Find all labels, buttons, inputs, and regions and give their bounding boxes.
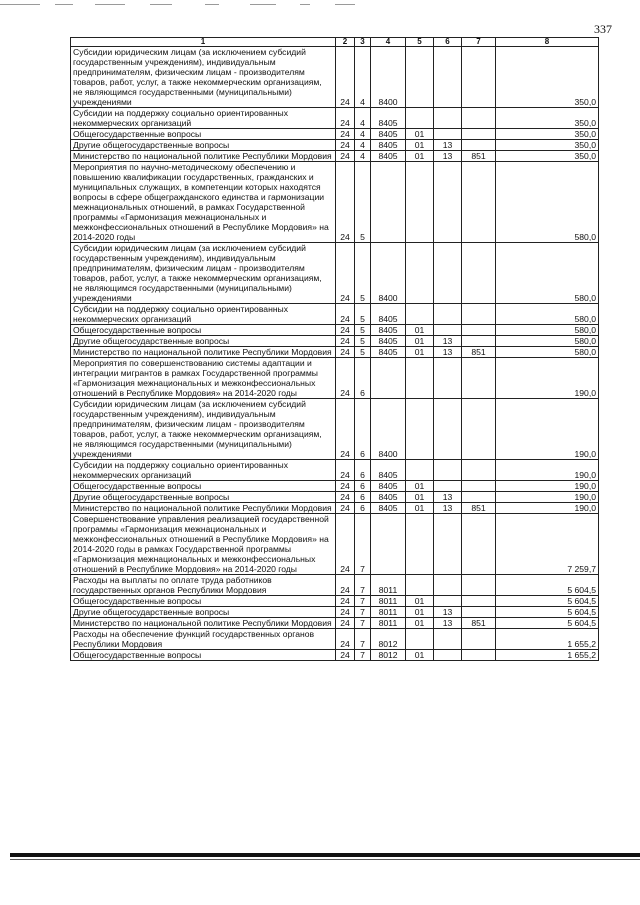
cell-code-4: 8405 <box>371 336 406 347</box>
cell-name: Субсидии юридическим лицам (за исключением субсидий государственным учреждениям), индивидуальным предпринимателям, физическим лицам - производителям товаров, работ, услуг, а также некоммерческим организациям, не являющимся государственными (муниципальными) учреждениями <box>71 243 336 304</box>
cell-code-7: 851 <box>462 503 496 514</box>
cell-code-4: 8400 <box>371 47 406 108</box>
table-row <box>71 108 599 129</box>
cell-code-7 <box>462 399 496 460</box>
cell-code-4 <box>371 358 406 399</box>
cell-code-4: 8012 <box>371 629 406 650</box>
cell-name: Субсидии на поддержку социально ориентированных некоммерческих организаций <box>71 108 336 129</box>
table-row <box>71 162 599 243</box>
cell-code-4 <box>371 162 406 243</box>
cell-code-7 <box>462 358 496 399</box>
cell-amount: 580,0 <box>496 304 599 325</box>
table-row <box>71 607 599 618</box>
cell-code-3: 4 <box>355 151 371 162</box>
cell-code-2: 24 <box>336 347 355 358</box>
table-row <box>71 575 599 596</box>
cell-code-6 <box>434 629 462 650</box>
cell-amount: 190,0 <box>496 503 599 514</box>
cell-code-2: 24 <box>336 607 355 618</box>
cell-amount: 350,0 <box>496 151 599 162</box>
table-row <box>71 140 599 151</box>
cell-code-3: 7 <box>355 514 371 575</box>
cell-name: Расходы на обеспечение функций государственных органов Республики Мордовия <box>71 629 336 650</box>
cell-code-5: 01 <box>406 650 434 661</box>
cell-code-6: 13 <box>434 151 462 162</box>
cell-code-5: 01 <box>406 325 434 336</box>
cell-code-4: 8400 <box>371 399 406 460</box>
table-header-row <box>71 38 599 47</box>
table-row <box>71 618 599 629</box>
cell-code-4: 8405 <box>371 503 406 514</box>
cell-code-4: 8011 <box>371 596 406 607</box>
cell-code-7 <box>462 575 496 596</box>
cell-code-6: 13 <box>434 336 462 347</box>
table-row <box>71 460 599 481</box>
cell-code-7: 851 <box>462 618 496 629</box>
cell-code-6 <box>434 108 462 129</box>
cell-code-2: 24 <box>336 399 355 460</box>
budget-table <box>70 37 599 661</box>
page-number: 337 <box>594 22 612 36</box>
cell-amount: 5 604,5 <box>496 575 599 596</box>
bottom-rule-thin <box>10 859 640 860</box>
cell-code-2: 24 <box>336 460 355 481</box>
cell-code-7 <box>462 129 496 140</box>
cell-code-7 <box>462 650 496 661</box>
cell-code-6: 13 <box>434 492 462 503</box>
cell-code-2: 24 <box>336 503 355 514</box>
cell-amount: 580,0 <box>496 243 599 304</box>
table-row <box>71 243 599 304</box>
cell-code-3: 7 <box>355 650 371 661</box>
cell-code-3: 6 <box>355 399 371 460</box>
cell-code-3: 5 <box>355 162 371 243</box>
cell-name: Другие общегосударственные вопросы <box>71 336 336 347</box>
cell-code-7 <box>462 162 496 243</box>
cell-code-4: 8011 <box>371 575 406 596</box>
cell-code-6 <box>434 514 462 575</box>
cell-code-6: 13 <box>434 607 462 618</box>
cell-name: Общегосударственные вопросы <box>71 325 336 336</box>
cell-code-6: 13 <box>434 503 462 514</box>
cell-name: Министерство по национальной политике Республики Мордовия <box>71 503 336 514</box>
cell-name: Общегосударственные вопросы <box>71 650 336 661</box>
cell-code-5: 01 <box>406 492 434 503</box>
cell-amount: 5 604,5 <box>496 596 599 607</box>
cell-code-7 <box>462 607 496 618</box>
cell-code-3: 6 <box>355 358 371 399</box>
cell-code-5 <box>406 399 434 460</box>
cell-code-7 <box>462 47 496 108</box>
cell-code-4: 8405 <box>371 304 406 325</box>
table-row <box>71 514 599 575</box>
table-row <box>71 650 599 661</box>
cell-code-5: 01 <box>406 481 434 492</box>
bottom-rule <box>10 853 640 857</box>
cell-amount: 350,0 <box>496 140 599 151</box>
table-row <box>71 492 599 503</box>
table-body <box>71 47 599 661</box>
cell-code-3: 5 <box>355 304 371 325</box>
cell-code-3: 7 <box>355 618 371 629</box>
cell-code-2: 24 <box>336 325 355 336</box>
table-row <box>71 399 599 460</box>
cell-code-7 <box>462 460 496 481</box>
cell-code-6 <box>434 575 462 596</box>
cell-name: Министерство по национальной политике Республики Мордовия <box>71 618 336 629</box>
cell-name: Мероприятия по совершенствованию системы адаптации и интеграции мигрантов в рамках Государственной программы «Гармонизация межнациональных и межконфессиональных отношений в Республике Мордовия» на 2014-2020 годы <box>71 358 336 399</box>
cell-code-6: 13 <box>434 618 462 629</box>
cell-code-2: 24 <box>336 481 355 492</box>
cell-code-3: 6 <box>355 460 371 481</box>
header-col-1: 1 <box>71 38 336 47</box>
cell-code-3: 4 <box>355 47 371 108</box>
cell-code-3: 6 <box>355 503 371 514</box>
cell-amount: 350,0 <box>496 108 599 129</box>
cell-code-5 <box>406 243 434 304</box>
cell-code-2: 24 <box>336 358 355 399</box>
cell-name: Общегосударственные вопросы <box>71 129 336 140</box>
cell-amount: 190,0 <box>496 492 599 503</box>
cell-code-6 <box>434 129 462 140</box>
cell-code-3: 7 <box>355 607 371 618</box>
cell-code-5: 01 <box>406 140 434 151</box>
cell-code-7 <box>462 140 496 151</box>
cell-code-4: 8011 <box>371 618 406 629</box>
cell-code-5: 01 <box>406 129 434 140</box>
cell-code-2: 24 <box>336 336 355 347</box>
cell-code-3: 6 <box>355 481 371 492</box>
cell-code-6 <box>434 304 462 325</box>
cell-code-4: 8405 <box>371 460 406 481</box>
cell-code-6 <box>434 358 462 399</box>
cell-code-6: 13 <box>434 347 462 358</box>
cell-code-6 <box>434 243 462 304</box>
cell-name: Субсидии юридическим лицам (за исключением субсидий государственным учреждениям), индивидуальным предпринимателям, физическим лицам - производителям товаров, работ, услуг, а также некоммерческим организациям, не являющимся государственными (муниципальными) учреждениями <box>71 399 336 460</box>
cell-code-2: 24 <box>336 650 355 661</box>
cell-code-7 <box>462 243 496 304</box>
header-col-4: 4 <box>371 38 406 47</box>
cell-code-7 <box>462 492 496 503</box>
table-row <box>71 304 599 325</box>
table-row <box>71 347 599 358</box>
cell-code-3: 5 <box>355 347 371 358</box>
cell-code-4: 8012 <box>371 650 406 661</box>
cell-code-5 <box>406 460 434 481</box>
cell-name: Общегосударственные вопросы <box>71 596 336 607</box>
cell-code-3: 5 <box>355 336 371 347</box>
header-col-8: 8 <box>496 38 599 47</box>
cell-code-7 <box>462 596 496 607</box>
cell-code-6 <box>434 650 462 661</box>
cell-amount: 580,0 <box>496 325 599 336</box>
cell-code-5 <box>406 162 434 243</box>
header-col-5: 5 <box>406 38 434 47</box>
cell-code-5 <box>406 514 434 575</box>
cell-code-4: 8405 <box>371 325 406 336</box>
cell-code-2: 24 <box>336 162 355 243</box>
cell-code-5 <box>406 629 434 650</box>
cell-code-5 <box>406 108 434 129</box>
header-col-2: 2 <box>336 38 355 47</box>
cell-code-3: 4 <box>355 140 371 151</box>
cell-name: Общегосударственные вопросы <box>71 481 336 492</box>
table-row <box>71 151 599 162</box>
cell-code-7 <box>462 336 496 347</box>
cell-code-6: 13 <box>434 140 462 151</box>
cell-code-5 <box>406 575 434 596</box>
cell-code-2: 24 <box>336 596 355 607</box>
cell-name: Субсидии на поддержку социально ориентированных некоммерческих организаций <box>71 304 336 325</box>
cell-name: Расходы на выплаты по оплате труда работников государственных органов Республики Мордовия <box>71 575 336 596</box>
cell-code-3: 7 <box>355 629 371 650</box>
cell-amount: 5 604,5 <box>496 607 599 618</box>
cell-amount: 190,0 <box>496 399 599 460</box>
cell-code-2: 24 <box>336 304 355 325</box>
table-row <box>71 336 599 347</box>
cell-code-4: 8405 <box>371 492 406 503</box>
header-col-6: 6 <box>434 38 462 47</box>
cell-code-2: 24 <box>336 108 355 129</box>
cell-amount: 350,0 <box>496 47 599 108</box>
cell-code-3: 7 <box>355 575 371 596</box>
cell-code-2: 24 <box>336 575 355 596</box>
cell-code-7 <box>462 304 496 325</box>
table-row <box>71 47 599 108</box>
cell-code-4: 8405 <box>371 481 406 492</box>
cell-amount: 1 655,2 <box>496 629 599 650</box>
cell-code-2: 24 <box>336 129 355 140</box>
cell-code-2: 24 <box>336 140 355 151</box>
cell-amount: 580,0 <box>496 162 599 243</box>
cell-code-2: 24 <box>336 618 355 629</box>
cell-name: Министерство по национальной политике Республики Мордовия <box>71 347 336 358</box>
table-row <box>71 503 599 514</box>
cell-amount: 190,0 <box>496 481 599 492</box>
table-row <box>71 325 599 336</box>
cell-code-2: 24 <box>336 243 355 304</box>
cell-name: Другие общегосударственные вопросы <box>71 140 336 151</box>
cell-amount: 190,0 <box>496 460 599 481</box>
cell-code-2: 24 <box>336 629 355 650</box>
cell-code-7 <box>462 108 496 129</box>
table-row <box>71 481 599 492</box>
cell-code-3: 5 <box>355 243 371 304</box>
cell-code-4: 8400 <box>371 243 406 304</box>
cell-code-5: 01 <box>406 618 434 629</box>
cell-code-2: 24 <box>336 514 355 575</box>
cell-code-6 <box>434 596 462 607</box>
cell-code-5: 01 <box>406 151 434 162</box>
cell-code-4 <box>371 514 406 575</box>
cell-code-4: 8405 <box>371 347 406 358</box>
cell-amount: 1 655,2 <box>496 650 599 661</box>
cell-code-5: 01 <box>406 607 434 618</box>
cell-code-7: 851 <box>462 347 496 358</box>
cell-code-7 <box>462 481 496 492</box>
cell-code-4: 8405 <box>371 108 406 129</box>
cell-code-4: 8405 <box>371 129 406 140</box>
scan-artifact-top <box>0 0 640 10</box>
cell-code-5 <box>406 47 434 108</box>
cell-code-6 <box>434 460 462 481</box>
cell-name: Другие общегосударственные вопросы <box>71 492 336 503</box>
cell-code-4: 8405 <box>371 151 406 162</box>
cell-code-6 <box>434 481 462 492</box>
header-col-3: 3 <box>355 38 371 47</box>
cell-code-4: 8405 <box>371 140 406 151</box>
cell-amount: 7 259,7 <box>496 514 599 575</box>
cell-name: Мероприятия по научно-методическому обеспечению и повышению квалификации государственных, гражданских и муниципальных служащих, в компетенции которых находятся вопросы в сфере общегражданского единства и гармонизации межнациональных отношений, в рамках Государственной программы «Гармонизация межнациональных и межконфессиональных отношений в Республике Мордовия» на 2014-2020 годы <box>71 162 336 243</box>
cell-code-7 <box>462 325 496 336</box>
cell-code-5 <box>406 358 434 399</box>
table-row <box>71 358 599 399</box>
cell-code-5: 01 <box>406 596 434 607</box>
cell-code-3: 7 <box>355 596 371 607</box>
cell-code-7: 851 <box>462 151 496 162</box>
table-row <box>71 596 599 607</box>
cell-name: Другие общегосударственные вопросы <box>71 607 336 618</box>
cell-code-7 <box>462 514 496 575</box>
cell-name: Министерство по национальной политике Республики Мордовия <box>71 151 336 162</box>
table-row <box>71 629 599 650</box>
cell-name: Субсидии на поддержку социально ориентированных некоммерческих организаций <box>71 460 336 481</box>
cell-code-5: 01 <box>406 347 434 358</box>
cell-code-5: 01 <box>406 503 434 514</box>
cell-amount: 5 604,5 <box>496 618 599 629</box>
cell-code-4: 8011 <box>371 607 406 618</box>
cell-amount: 580,0 <box>496 347 599 358</box>
cell-code-6 <box>434 47 462 108</box>
cell-code-6 <box>434 162 462 243</box>
cell-code-6 <box>434 399 462 460</box>
cell-code-3: 4 <box>355 108 371 129</box>
cell-code-3: 5 <box>355 325 371 336</box>
cell-code-3: 6 <box>355 492 371 503</box>
cell-code-5 <box>406 304 434 325</box>
cell-code-7 <box>462 629 496 650</box>
table-row <box>71 129 599 140</box>
cell-code-5: 01 <box>406 336 434 347</box>
cell-code-2: 24 <box>336 47 355 108</box>
cell-amount: 350,0 <box>496 129 599 140</box>
cell-name: Совершенствование управления реализацией государственной программы «Гармонизация межнациональных и межконфессиональных отношений в Республике Мордовия» на 2014-2020 годы в рамках Государственной программы «Гармонизация межнациональных и межконфессиональных отношений в Республике Мордовия» на 2014-2020 годы <box>71 514 336 575</box>
cell-code-3: 4 <box>355 129 371 140</box>
cell-amount: 580,0 <box>496 336 599 347</box>
cell-code-2: 24 <box>336 492 355 503</box>
cell-code-6 <box>434 325 462 336</box>
cell-code-2: 24 <box>336 151 355 162</box>
header-col-7: 7 <box>462 38 496 47</box>
cell-amount: 190,0 <box>496 358 599 399</box>
cell-name: Субсидии юридическим лицам (за исключением субсидий государственным учреждениям), индивидуальным предпринимателям, физическим лицам - производителям товаров, работ, услуг, а также некоммерческим организациям, не являющимся государственными (муниципальными) учреждениями <box>71 47 336 108</box>
